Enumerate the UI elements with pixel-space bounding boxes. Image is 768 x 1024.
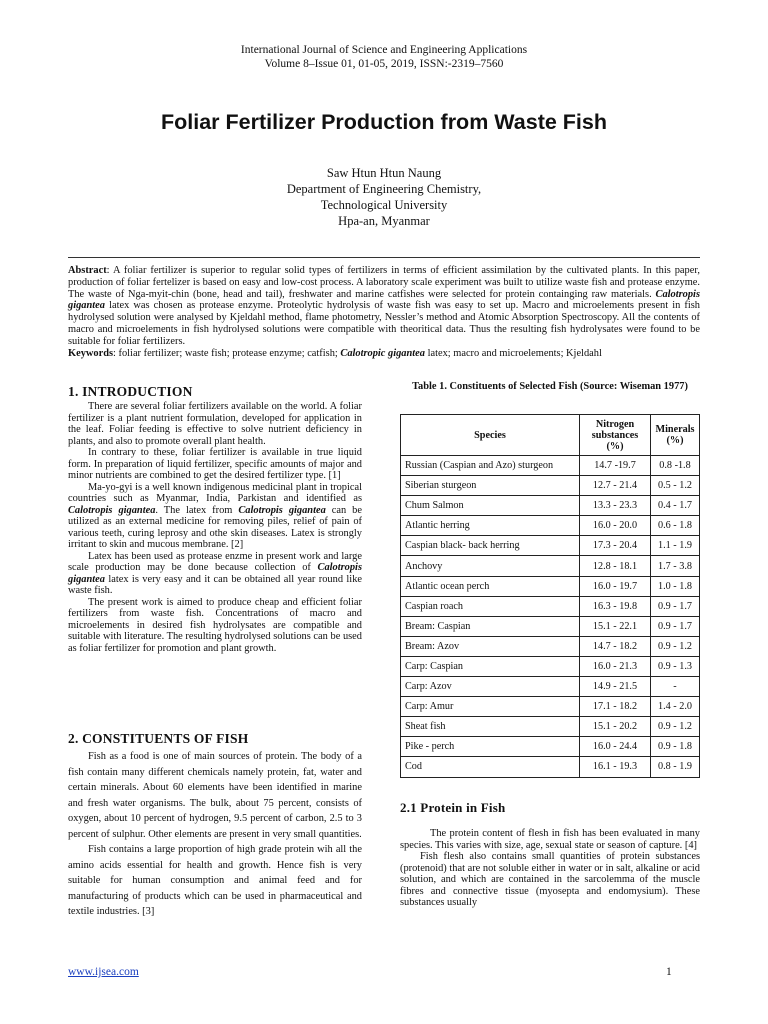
- table-row: [401, 516, 700, 536]
- cell-species: Carp: Amur: [401, 697, 580, 717]
- cell-species: Atlantic ocean perch: [401, 576, 580, 596]
- table-header-species: Species: [401, 415, 580, 456]
- cell-minerals: -: [651, 677, 700, 697]
- abstract-label: Abstract: [68, 265, 107, 276]
- cell-nitrogen: 12.8 - 18.1: [580, 556, 651, 576]
- constituents-paragraph-1: Fish as a food is one of main sources of protein. The body of a fish contain many different chemicals namely protein, fat, water and certain minerals. About 60 elements have been identified in marine and fresh water organisms. The bulk, about 75 percent, consists of oxygen, about 10 percent of hydrogen, 9.5 percent of carbon, 2.5 to 3 percent of sulphur. Other elements are present in very small quantities.: [68, 751, 362, 840]
- cell-nitrogen: 14.7 - 18.2: [580, 636, 651, 656]
- cell-nitrogen: 13.3 - 23.3: [580, 496, 651, 516]
- cell-species: Pike - perch: [401, 737, 580, 757]
- protein-section: [400, 828, 700, 909]
- protein-paragraph-2: Fish flesh also contains small quantities of protein substances (protenoid) that are not soluble either in water or in salt, alkaline or acid solution, and which are contained in the sarcolemma of the muscle fibres and connective tissue (myosepta and endomysium). These substances usually: [400, 851, 700, 908]
- table-row: [401, 476, 700, 496]
- cell-minerals: 0.9 - 1.2: [651, 717, 700, 737]
- table-row: [401, 697, 700, 717]
- cell-species: Bream: Caspian: [401, 616, 580, 636]
- constituents-heading: 2. CONSTITUENTS OF FISH: [68, 731, 249, 746]
- abstract-text: [68, 265, 700, 348]
- journal-header: [0, 43, 768, 71]
- protein-paragraph-1: The protein content of flesh in fish has been evaluated in many species. This varies with size, age, sexual state or season of capture. [4]: [400, 828, 700, 851]
- constituents-section: [68, 749, 362, 920]
- cell-nitrogen: 15.1 - 20.2: [580, 717, 651, 737]
- intro-p3-part3: can be utilized as an external medicine for removing piles, relief of pain of various teeth, curing leprosy and othe skin diseases. Latex is strongly irritant to skin and mucous membrane. [2]: [68, 504, 362, 550]
- intro-p3-species-2: Calotropis gigantea: [238, 504, 326, 516]
- fish-table-wrapper: [400, 414, 700, 778]
- cell-nitrogen: 14.9 - 21.5: [580, 677, 651, 697]
- intro-paragraph-5: The present work is aimed to produce cheap and efficient foliar fertilizers from waste fish. Concentrations of macro and microelements in desired fish hydrolysates are compatible and suitable with literature. The resulting hydrolysed solutions can be used as foliar fertilizer for promotion and plant growth.: [68, 596, 362, 654]
- keywords-species: Calotropic gigantea: [340, 347, 425, 359]
- cell-species: Russian (Caspian and Azo) sturgeon: [401, 456, 580, 476]
- cell-minerals: 1.0 - 1.8: [651, 576, 700, 596]
- cell-nitrogen: 16.0 - 19.7: [580, 576, 651, 596]
- intro-p4-part2: latex is very easy and it can be obtained all year round like waste fish.: [68, 573, 362, 596]
- page-number: 1: [666, 966, 672, 978]
- cell-nitrogen: 12.7 - 21.4: [580, 476, 651, 496]
- cell-minerals: 0.8 - 1.9: [651, 757, 700, 777]
- cell-minerals: 0.9 - 1.2: [651, 636, 700, 656]
- table-row: [401, 576, 700, 596]
- intro-p3-species-1: Calotropis gigantea: [68, 504, 156, 516]
- cell-nitrogen: 16.1 - 19.3: [580, 757, 651, 777]
- cell-species: Caspian roach: [401, 596, 580, 616]
- paper-title: Foliar Fertilizer Production from Waste Fish: [161, 110, 607, 134]
- keywords-text-part1: : foliar fertilizer; waste fish; protease enzyme; catfish;: [113, 347, 341, 359]
- abstract: [68, 265, 700, 359]
- intro-section: [68, 401, 362, 654]
- cell-species: Atlantic herring: [401, 516, 580, 536]
- table-row: [401, 636, 700, 656]
- cell-species: Chum Salmon: [401, 496, 580, 516]
- author-name: Saw Htun Htun Naung: [326, 166, 442, 180]
- footer-website-link[interactable]: www.ijsea.com: [68, 966, 139, 978]
- intro-p3-part2: . The latex from: [155, 504, 239, 516]
- table-row: [401, 677, 700, 697]
- author-university: Technological University: [320, 198, 448, 212]
- abstract-species: Calotropis gigantea: [68, 288, 700, 312]
- cell-nitrogen: 17.1 - 18.2: [580, 697, 651, 717]
- cell-minerals: 1.4 - 2.0: [651, 697, 700, 717]
- cell-nitrogen: 15.1 - 22.1: [580, 616, 651, 636]
- fish-constituents-table: [400, 414, 700, 778]
- cell-minerals: 0.9 - 1.7: [651, 596, 700, 616]
- cell-minerals: 0.9 - 1.8: [651, 737, 700, 757]
- cell-minerals: 1.1 - 1.9: [651, 536, 700, 556]
- intro-paragraph-1: There are several foliar fertilizers available on the world. A foliar fertilizer is a plant nutrient formulation, developed for application in the leaf. Foliar feeding is effective to solve nutrient deficiency in plants, and also to promote overall plant health.: [68, 401, 362, 447]
- abstract-text-part2: latex was chosen as protease enzyme. Proteolytic hydrolysis of waste fish was easy to set up. Macro and microelements present in fish hydrolysed solution were analysed by Kjeldahl method, flame photometry, Nessler’s method and Atomic Absorption Spectroscopy. All the contents of macro and microelements in fish hydrolysed solutions were compatible with theoritical data. Thus the resulting fish hydrolysates were found to be suitable for foliar fertilizers.: [68, 300, 700, 347]
- journal-volume: Volume 8–Issue 01, 01-05, 2019, ISSN:-2319–7560: [264, 58, 504, 70]
- cell-species: Caspian black- back herring: [401, 536, 580, 556]
- journal-name: International Journal of Science and Engineering Applications: [240, 44, 528, 56]
- table-header-minerals: Minerals (%): [651, 415, 700, 456]
- cell-minerals: 0.9 - 1.3: [651, 656, 700, 676]
- intro-p4-part1: Latex has been used as protease enzme in present work and large scale production may be done because collection of: [68, 550, 362, 573]
- cell-nitrogen: 16.0 - 24.4: [580, 737, 651, 757]
- table-row: [401, 717, 700, 737]
- author-block: [0, 165, 768, 229]
- cell-minerals: 0.4 - 1.7: [651, 496, 700, 516]
- author-location: Hpa-an, Myanmar: [338, 214, 430, 228]
- keywords: [68, 348, 700, 360]
- table-body: [401, 456, 700, 778]
- cell-nitrogen: 17.3 - 20.4: [580, 536, 651, 556]
- table-row: [401, 556, 700, 576]
- cell-species: Cod: [401, 757, 580, 777]
- table-row: [401, 456, 700, 476]
- abstract-text-part1: : A foliar fertilizer is superior to regular solid types of fertilizers in terms of efficient assimilation by the cultivated plants. In this paper, production of foliar fertelizer is based on easy and low-cost process. A laboratory scale experiment was built to utilize waste fish and protease enzyme. The waste of Nga-myit-chin (bone, head and tail), freshwater and marine catfishes were selected for protein containging raw materials.: [68, 265, 700, 300]
- intro-paragraph-3: [68, 482, 362, 551]
- cell-minerals: 0.5 - 1.2: [651, 476, 700, 496]
- cell-nitrogen: 14.7 -19.7: [580, 456, 651, 476]
- constituents-paragraph-2: Fish contains a large proportion of high grade protein wih all the amino acids essential for health and growth. Hence fish is very suitable for human consumption and animal feed and for manufacturing of products which can be used in pharmaceutical and textile industries. [3]: [68, 844, 362, 917]
- cell-species: Carp: Azov: [401, 677, 580, 697]
- intro-paragraph-2: In contrary to these, foliar fertilizer is available in true liquid form. In preparation of liquid fertilizer, specific amounts of major and minor nutrients are combined to get the desired fertilizer type. [1]: [68, 447, 362, 481]
- intro-paragraph-4: [68, 551, 362, 597]
- intro-p4-species: Calotropis gigantea: [68, 562, 362, 585]
- cell-species: Siberian sturgeon: [401, 476, 580, 496]
- cell-minerals: 1.7 - 3.8: [651, 556, 700, 576]
- table-row: [401, 757, 700, 777]
- cell-minerals: 0.6 - 1.8: [651, 516, 700, 536]
- cell-species: Sheat fish: [401, 717, 580, 737]
- table-header-nitrogen: Nitrogen substances (%): [580, 415, 651, 456]
- cell-species: Carp: Caspian: [401, 656, 580, 676]
- cell-minerals: 0.8 -1.8: [651, 456, 700, 476]
- cell-nitrogen: 16.0 - 20.0: [580, 516, 651, 536]
- table-row: [401, 616, 700, 636]
- table-row: [401, 496, 700, 516]
- keywords-label: Keywords: [68, 347, 114, 359]
- cell-nitrogen: 16.3 - 19.8: [580, 596, 651, 616]
- intro-heading: 1. INTRODUCTION: [68, 384, 193, 399]
- keywords-text-part2: latex; macro and microelements; Kjeldahl: [424, 347, 602, 359]
- cell-nitrogen: 16.0 - 21.3: [580, 656, 651, 676]
- protein-heading: 2.1 Protein in Fish: [400, 800, 506, 815]
- cell-species: Anchovy: [401, 556, 580, 576]
- table-caption: Table 1. Constituents of Selected Fish (Source: Wiseman 1977): [412, 381, 688, 392]
- abstract-divider: [68, 257, 700, 258]
- cell-species: Bream: Azov: [401, 636, 580, 656]
- intro-p3-part1: Ma-yo-gyi is a well known indigenous medicinal plant in tropical countries such as Myanmar, India, Parkistan and identified as: [68, 481, 362, 504]
- table-row: [401, 536, 700, 556]
- table-row: [401, 737, 700, 757]
- author-department: Department of Engineering Chemistry,: [286, 182, 482, 196]
- cell-minerals: 0.9 - 1.7: [651, 616, 700, 636]
- table-row: [401, 656, 700, 676]
- table-row: [401, 596, 700, 616]
